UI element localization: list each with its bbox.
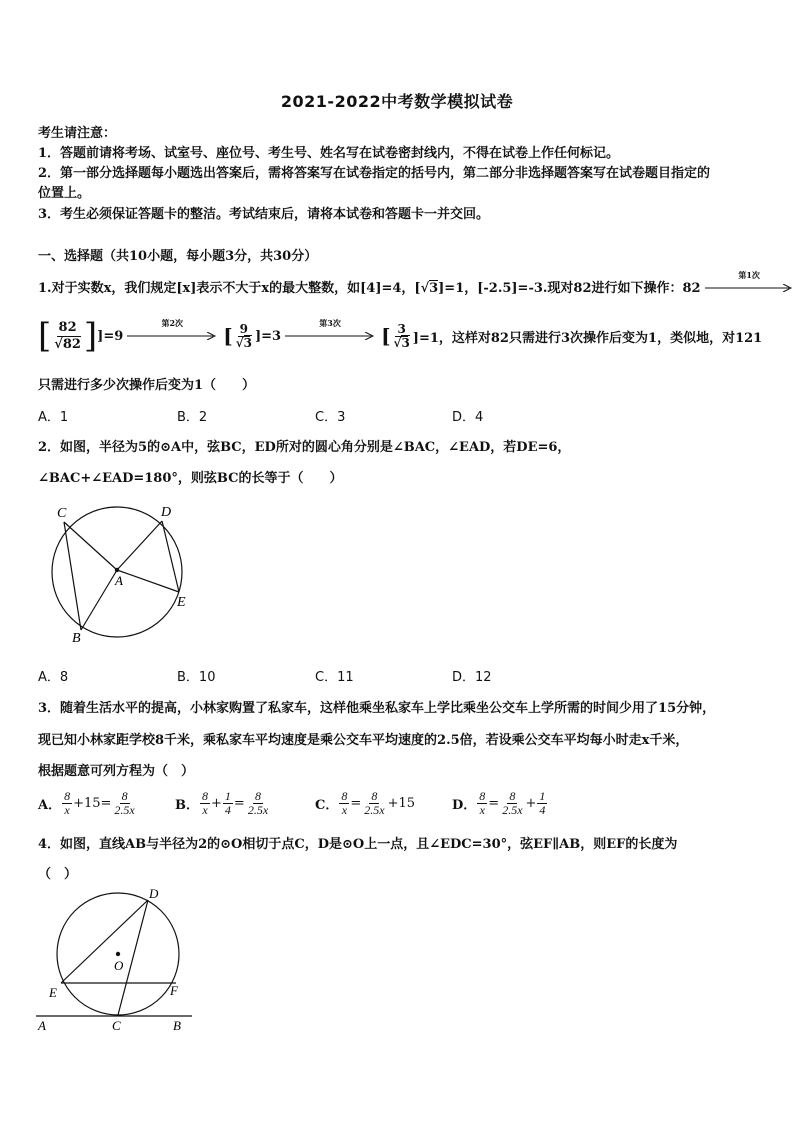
q2-option-c: C．11 xyxy=(315,670,354,685)
q3-option-b: B． $\frac{8}{x}$ + $\frac{1}{4}$ = $\frac{8}{2.5x}$ xyxy=(175,788,269,817)
q3-option-a: A． $\frac{8}{x}$ +15= $\frac{8}{2.5x}$ xyxy=(38,788,135,817)
label-c: C xyxy=(57,506,67,521)
q2-option-d: D．12 xyxy=(452,670,492,685)
step-arrow-1: 第1次 xyxy=(705,281,793,296)
q1-eq-9: ]=9 xyxy=(97,328,124,344)
q2-option-a: A．8 xyxy=(38,670,69,685)
label-a: A xyxy=(115,573,123,588)
notice-line-2b: 位置上。 xyxy=(38,186,91,201)
q3-option-c: C． $\frac{8}{x}$ = $\frac{8}{2.5x}$ +15 xyxy=(315,788,416,817)
label-d: D xyxy=(149,886,159,901)
label-b: B xyxy=(173,1018,181,1033)
segment-ae xyxy=(117,570,179,592)
q2-circle-figure xyxy=(40,497,200,647)
q2-line-1: 2．如图，半径为5的⊙A中，弦BC，ED所对的圆心角分别是∠BAC，∠EAD，若DE=6， xyxy=(38,440,571,455)
segment-ad xyxy=(117,521,162,570)
q1-option-d: D．4 xyxy=(452,410,484,425)
q1-option-b: B．2 xyxy=(177,410,208,425)
arrow-icon xyxy=(705,284,793,292)
q4-circle-figure xyxy=(30,885,200,1035)
q1-line-2: [ $\frac{82}{√82}$ ] ]=9 第2次 [ $\frac{9}{√3}$ ]=3 第3次 [ $\frac{3}{√3}$ ]=1，这样对82只需进行3次操作后变为1，类似地，对121 xyxy=(38,316,763,356)
label-f: F xyxy=(170,983,178,998)
floor-bracket-close: ] xyxy=(83,316,98,356)
q2-option-b: B．10 xyxy=(177,670,216,685)
arrow-icon xyxy=(285,332,375,340)
q3-line-2: 现已知小林家距学校8千米，乘私家车平均速度是乘公交车平均速度的2.5倍，若设乘公交车平均每小时走x千米， xyxy=(38,733,689,748)
label-e: E xyxy=(49,985,57,1000)
q1-line-3: 只需进行多少次操作后变为1（ ） xyxy=(38,378,256,393)
frac-3-sqrt3: $\frac{3}{√3}$ xyxy=(393,321,410,350)
frac-82-sqrt82: $\frac{82}{√82}$ xyxy=(54,319,81,352)
label-e: E xyxy=(177,595,186,610)
q3-option-d: D． $\frac{8}{x}$ = $\frac{8}{2.5x}$ + $\frac{1}{4}$ xyxy=(452,788,546,817)
q1-text-b: ]=1，[-2.5]=-3.现对82进行如下操作：82 xyxy=(438,281,701,296)
q1-line-1 xyxy=(38,270,793,296)
q3-line-3: 根据题意可列方程为（ ） xyxy=(38,764,195,779)
step-arrow-2: 第2次 xyxy=(127,329,217,344)
q1-option-a: A．1 xyxy=(38,410,69,425)
q1-eq-3: ]=3 xyxy=(254,328,282,344)
q1-text-a: 1.对于实数x，我们规定[x]表示不大于x的最大整数，如[4]=4，[ xyxy=(38,281,421,296)
q4-line-2: （ ） xyxy=(38,867,78,882)
label-d: D xyxy=(161,505,172,520)
segment-ca xyxy=(64,522,117,570)
label-o: O xyxy=(114,958,124,973)
step-arrow-3: 第3次 xyxy=(285,329,375,344)
sqrt-3: √3 xyxy=(420,281,439,296)
q1-tail: ]=1，这样对82只需进行3次操作后变为1，类似地，对121 xyxy=(412,330,763,346)
floor-bracket-open: [ xyxy=(38,316,52,356)
notice-line-1: 1．答题前请将考场、试室号、座位号、考生号、姓名写在试卷密封线内，不得在试卷上作任何标记。 xyxy=(38,146,620,161)
page-title: 2021-2022中考数学模拟试卷 xyxy=(280,92,514,111)
label-a: A xyxy=(38,1018,46,1033)
notice-heading: 考生请注意： xyxy=(38,126,117,141)
segment-ab xyxy=(81,570,117,630)
arrow-icon xyxy=(127,332,217,340)
q4-line-1: 4．如图，直线AB与半径为2的⊙O相切于点C，D是⊙O上一点，且∠EDC=30°，弦EF∥AB，则EF的长度为 xyxy=(38,837,678,852)
center-dot-o xyxy=(116,952,120,956)
label-c: C xyxy=(112,1018,121,1033)
chord-de xyxy=(162,521,179,592)
notice-line-3: 3．考生必须保证答题卡的整洁。考试结束后，请将本试卷和答题卡一并交回。 xyxy=(38,207,490,222)
q1-option-c: C．3 xyxy=(315,410,346,425)
frac-9-sqrt3: $\frac{9}{√3}$ xyxy=(235,321,252,350)
q2-line-2: ∠BAC+∠EAD=180°，则弦BC的长等于（ ） xyxy=(38,471,343,486)
notice-line-2a: 2．第一部分选择题每小题选出答案后，需将答案写在试卷指定的括号内，第二部分非选择题答案写在试卷题目指定的 xyxy=(38,166,711,181)
label-b: B xyxy=(72,631,81,646)
center-dot-a xyxy=(115,568,119,572)
section-heading: 一、选择题（共10小题，每小题3分，共30分） xyxy=(38,249,318,264)
q3-line-1: 3．随着生活水平的提高，小林家购置了私家车，这样他乘坐私家车上学比乘坐公交车上学所需的时间少用了15分钟， xyxy=(38,701,716,716)
